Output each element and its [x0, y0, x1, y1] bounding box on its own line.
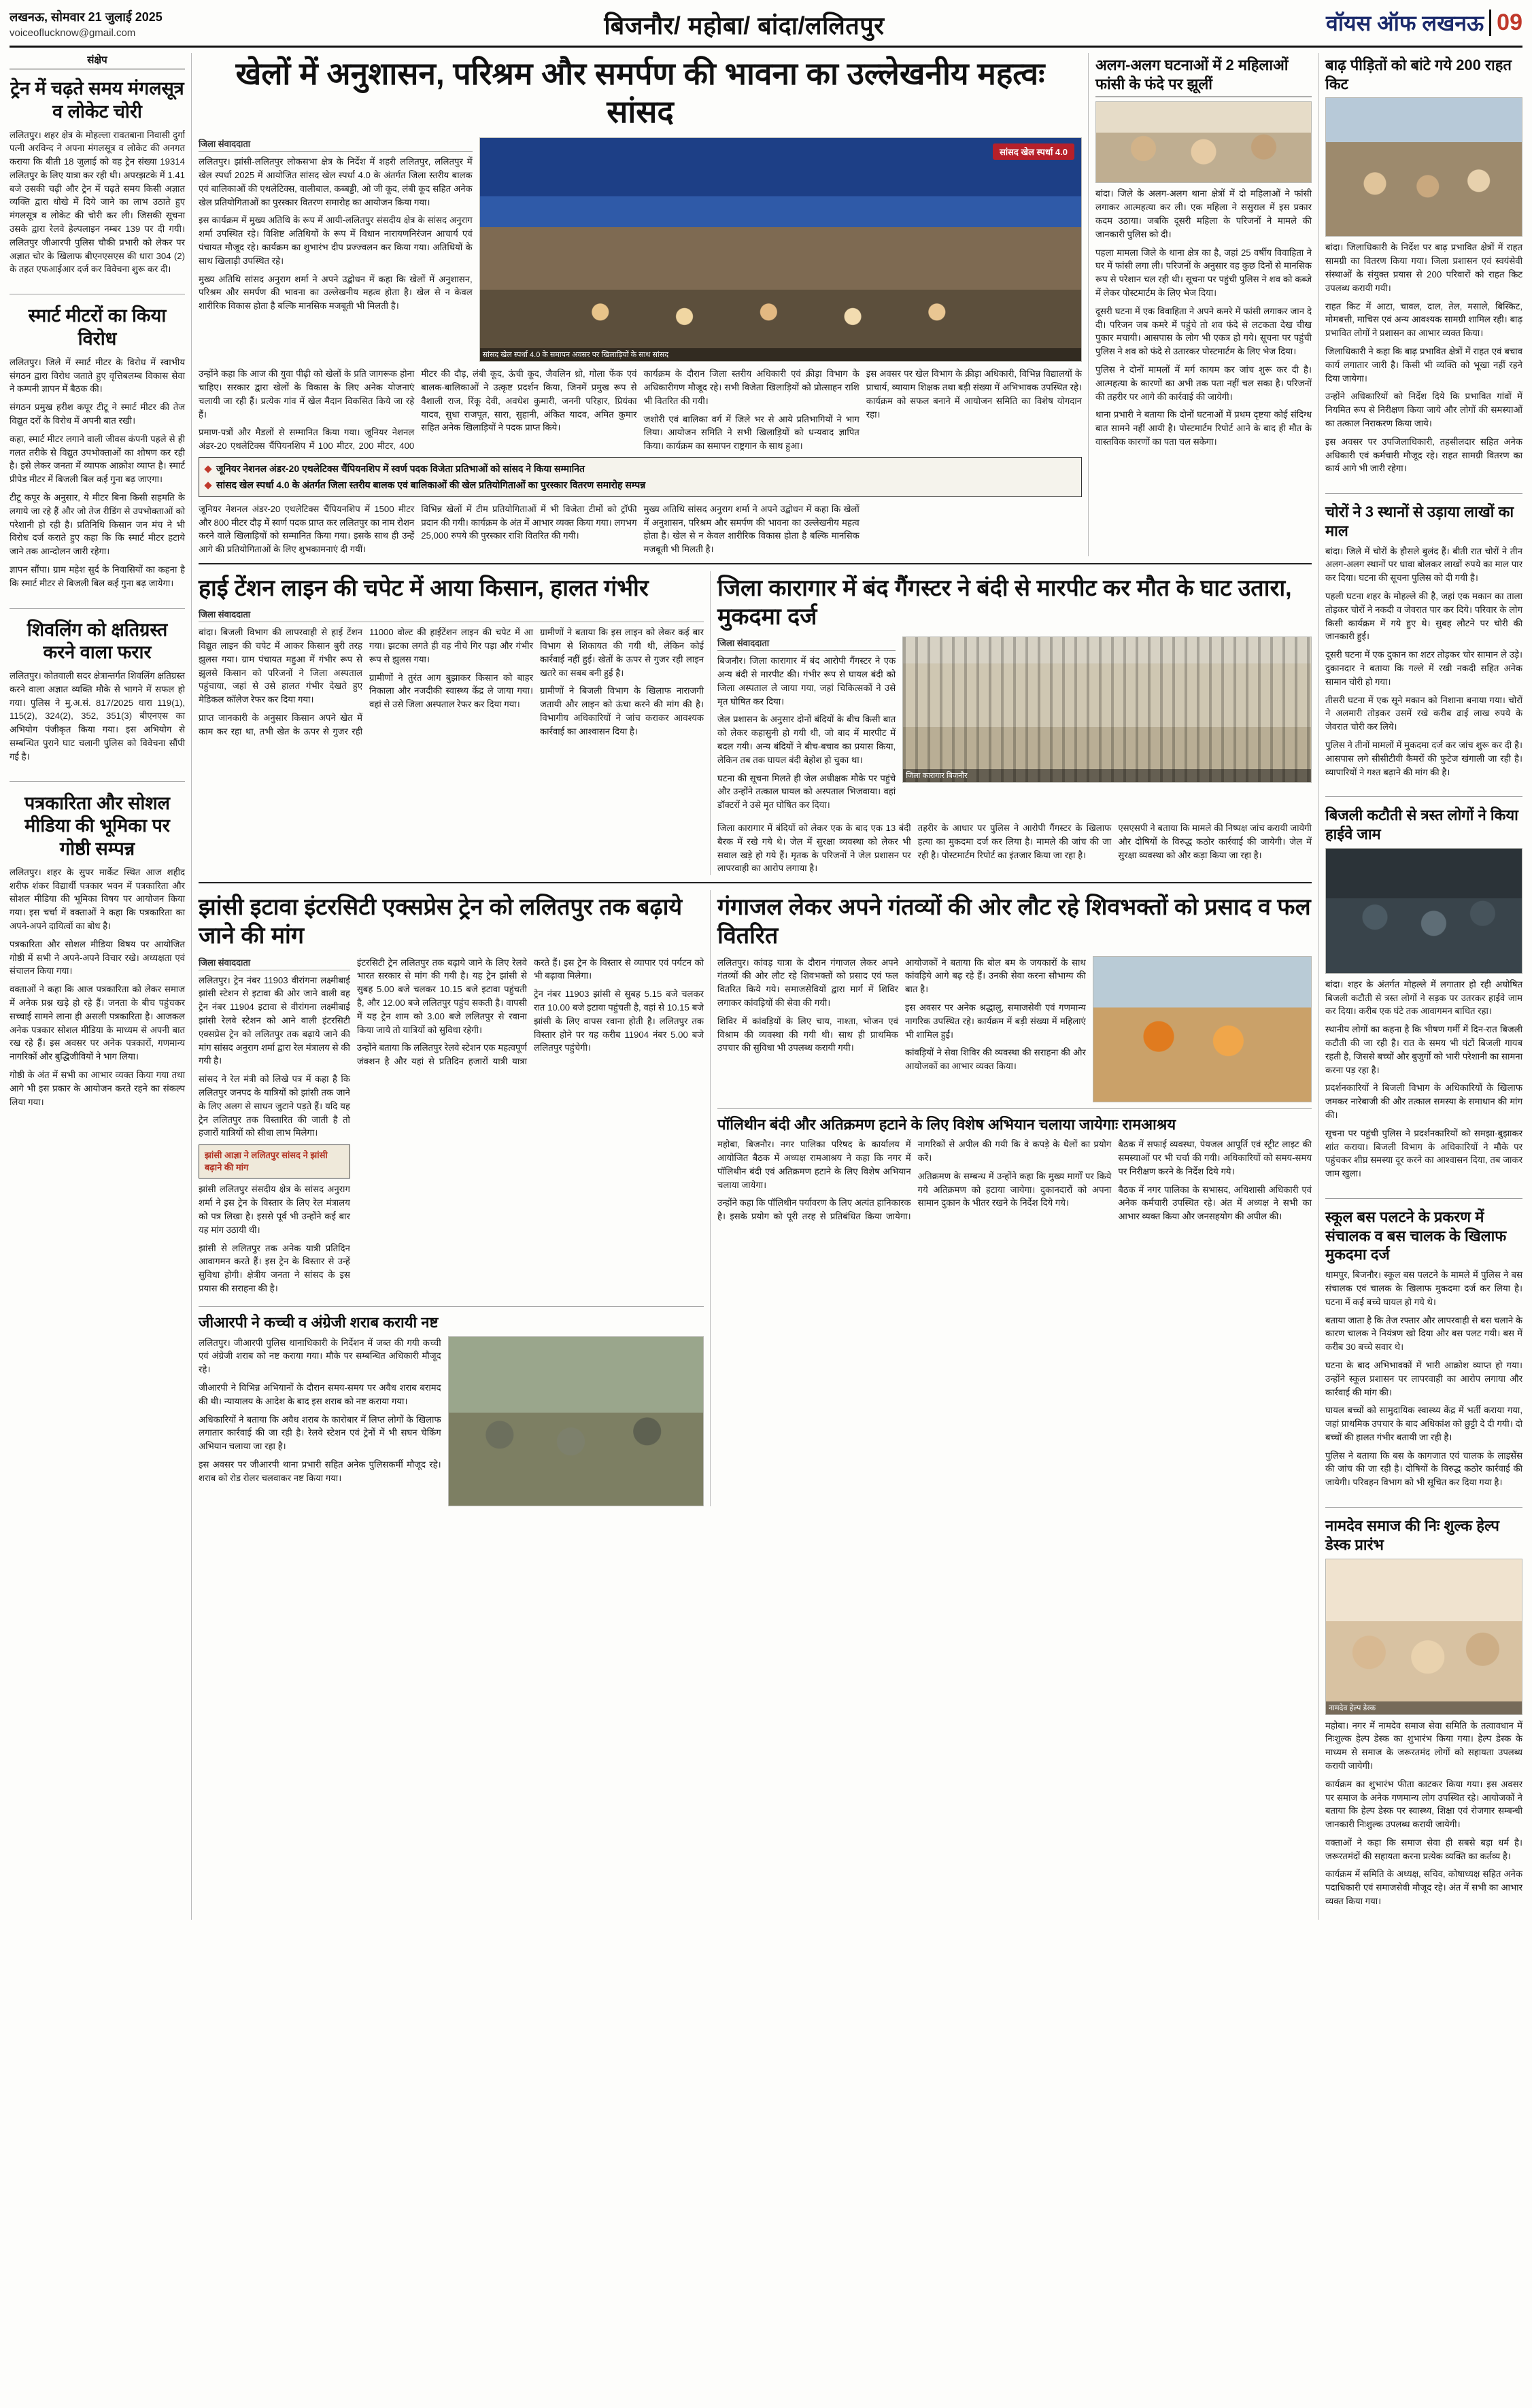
paragraph: उन्होंने कहा कि आज की युवा पीढ़ी को खेलों के प्रति जागरूक होना चाहिए। सरकार द्वारा खेलों के विकास के लिए अनेक योजनाएं चलायी जा रही हैं। प्रत्येक गांव में खेल मैदान विकसित किये जा रहे हैं। [199, 369, 415, 420]
paragraph: घायल बच्चों को सामुदायिक स्वास्थ्य केंद्र में भर्ती कराया गया, जहां प्राथमिक उपचार के बाद अधिकांश को छुट्टी दे दी गयी। दो बच्चों की हालत गंभीर बतायी जा रही है। [1325, 1405, 1522, 1442]
paragraph: कार्यक्रम में समिति के अध्यक्ष, सचिव, कोषाध्यक्ष सहित अनेक पदाधिकारी एवं समाजसेवी मौजूद रहे। अंत में सभी का आभार व्यक्त किया गया। [1325, 1869, 1522, 1907]
paragraph: पुलिस ने बताया कि बस के कागजात एवं चालक के लाइसेंस की जांच की जा रही है। दोषियों के विरुद्ध कठोर कार्रवाई की जायेगी। परिवहन विभाग को भी सूचित कर दिया गया है। [1325, 1450, 1522, 1488]
paragraph: तहरीर के आधार पर पुलिस ने आरोपी गैंगस्टर के खिलाफ हत्या का मुकदमा दर्ज कर लिया है। मामले की जांच की जा रही है। पोस्टमार्टम रिपोर्ट का इंतजार किया जा रहा है। [917, 823, 1112, 860]
paragraph: कांवड़ियों ने सेवा शिविर की व्यवस्था की सराहना की और आयोजकों का आभार व्यक्त किया। [904, 1047, 1086, 1072]
headline: जिला कारागार में बंद गैंगस्टर ने बंदी से मारपीट कर मौत के घाट उतारा, मुकदमा दर्ज [717, 575, 1292, 630]
photo-caption: नामदेव हेल्प डेस्क [1326, 1701, 1522, 1714]
headline: अलग-अलग घटनाओं में 2 महिलाओं फांसी के फंदे पर झूलीं [1095, 56, 1312, 97]
paragraph: वक्ताओं ने कहा कि समाज सेवा ही सबसे बड़ा धर्म है। जरूरतमंदों की सहायता करना प्रत्येक व्यक्ति का कर्तव्य है। [1325, 1837, 1522, 1861]
paragraph: इस अवसर पर खेल विभाग के क्रीड़ा अधिकारी, विभिन्न विद्यालयों के प्राचार्य, व्यायाम शिक्षक तथा बड़ी संख्या में अभिभावक उपस्थित रहे। कार्यक्रम को सफल बनाने में आयोजन समिति का विशेष योगदान रहा। [866, 369, 1082, 420]
paragraph: उन्होंने अधिकारियों को निर्देश दिये कि प्रभावित गांवों में नियमित रूप से निरीक्षण किया जाये और लोगों की समस्याओं का तत्काल निराकरण किया जाये। [1325, 391, 1522, 428]
paragraph: जीआरपी ने विभिन्न अभियानों के दौरान समय-समय पर अवैध शराब बरामद की थी। न्यायालय के आदेश के बाद इस शराब को नष्ट कराया गया। [199, 1382, 441, 1406]
column-middle [199, 53, 1312, 1920]
paragraph: कार्यक्रम का शुभारंभ फीता काटकर किया गया। इस अवसर पर समाज के अनेक गणमान्य लोग उपस्थित रहे। आयोजकों ने बताया कि हेल्प डेस्क पर स्वास्थ्य, शिक्षा एवं रोजगार सम्बन्धी जानकारी निःशुल्क उपलब्ध करायी जायेगी। [1325, 1778, 1522, 1830]
gangajal-photo-wrap [1093, 956, 1312, 1102]
paragraph: वक्ताओं ने कहा कि आज पत्रकारिता को लेकर समाज में अनेक प्रश्न खड़े हो रहे हैं। जनता के बीच पहुंचकर सच्चाई सामने लाना ही असली पत्रकारिता है। आजकल अनेक पत्रकार सोशल मीडिया के माध्यम से अपनी बात रख रहे हैं। इस अवसर पर अनेक पत्रकारों, गणमान्य नागरिकों और बुद्धिजीवियों ने भाग लिया। [10, 984, 185, 1062]
article-body [1325, 1719, 1522, 1908]
highlight-box [199, 457, 1082, 497]
article-body [717, 956, 1086, 1073]
paragraph: पत्रकारिता और सोशल मीडिया विषय पर आयोजित गोष्ठी में सभी ने अपने-अपने विचार रखे। अध्यक्षता एवं संचालन किया गया। [10, 938, 185, 977]
headline: बिजली कटौती से त्रस्त लोगों ने किया हाईवे जाम [1325, 807, 1518, 843]
paragraph: प्राप्त जानकारी के अनुसार किसान अपने खेत में काम कर रहा था, तभी खेत के ऊपर से गुजर रही 11000 वोल्ट की हाईटेंशन लाइन की चपेट में आ गया। झटका लगते ही वह नीचे गिर पड़ा और गंभीर रूप से झुलस गया। [199, 627, 533, 736]
divider [199, 882, 1312, 883]
paragraph: संगठन प्रमुख हरीश कपूर टीटू ने स्मार्ट मीटर की तेज विद्युत दरों के विरोध में अपनी बात रखी। [10, 402, 185, 426]
paragraph: ललितपुर। जिले में स्मार्ट मीटर के विरोध में स्वाभीय संगठन द्वारा विरोध जताते हुए वृत्तिबलम्ब विकास सेवा ने कम्पनी ज्ञापन में बैठक की। [10, 356, 185, 394]
event-banner: सांसद खेल स्पर्धा 4.0 [993, 143, 1074, 160]
main-story-body [199, 367, 1082, 453]
brand-name: वॉयस ऑफ लखनऊ [1325, 11, 1484, 35]
paragraph: जेल प्रशासन के अनुसार दोनों बंदियों के बीच किसी बात को लेकर कहासुनी हो गयी थी, जो बाद में मारपीट में बदल गयी। अन्य बंदियों ने बीच-बचाव का प्रयास किया, लेकिन तब तक घायल बंदी बेहोश हो चुका था। [717, 714, 896, 765]
paragraph: ग्रामीणों ने तुरंत आग बुझाकर किसान को बाहर निकाला और नजदीकी स्वास्थ्य केंद्र ले जाया गया। वहां से उसे जिला अस्पताल रेफर कर दिया गया। [369, 672, 533, 710]
article-body [1325, 1268, 1522, 1489]
paragraph: जूनियर नेशनल अंडर-20 एथलेटिक्स चैंपियनशिप में 1500 मीटर और 800 मीटर दौड़ में स्वर्ण पदक प्राप्त कर ललितपुर का नाम रोशन करने वाले खिलाड़ियों को सम्मानित किया गया। इसके साथ ही उन्हें आगे की प्रतियोगिताओं के लिए शुभकामनाएं दी गयीं। [199, 503, 415, 555]
article-body [717, 654, 896, 812]
train-body-col [357, 956, 704, 1300]
jail-top [717, 637, 1312, 817]
headline: हाई टेंशन लाइन की चपेट में आया किसान, हालत गंभीर [199, 575, 649, 601]
paragraph: सांसद ने रेल मंत्री को लिखे पत्र में कहा है कि ललितपुर जनपद के यात्रियों को झांसी तक जाने के लिए अलग से साधन जुटाने पड़ते हैं। यदि यह ट्रेन ललितपुर तक विस्तारित की जाती है तो हजारों यात्रियों को सीधा लाभ मिलेगा। [199, 1074, 350, 1138]
article-body-3 [357, 956, 704, 1068]
article-body [1095, 187, 1312, 448]
article-body [199, 626, 704, 738]
paragraph: ललितपुर। जीआरपी पुलिस थानाधिकारी के निर्देशन में जब्त की गयी कच्ची एवं अंग्रेजी शराब को नष्ट कराया गया। मौके पर सम्बन्धित अधिकारी मौजूद रहे। [199, 1337, 441, 1375]
divider [10, 608, 185, 609]
headline: शिवलिंग को क्षतिग्रस्त करने वाला फरार [27, 619, 168, 663]
article-body [10, 129, 185, 277]
divider [199, 563, 1312, 564]
paragraph: ट्रेन नंबर 11903 झांसी से सुबह 5.15 बजे चलकर रात 10.00 बजे इटावा पहुंचती है, वहां से 10.15 बजे झांसी के लिए वापस रवाना होती है। ललितपुर तक विस्तार होने पर यह करीब 11904 नंबर 5.00 बजे ललितपुर पहुंचेगी। [533, 989, 704, 1053]
paragraph: अधिकारियों ने बताया कि अवैध शराब के कारोबार में लिप्त लोगों के खिलाफ लगातार कार्रवाई की जा रही है। रेलवे स्टेशन एवं ट्रेनों में भी सघन चेकिंग अभियान चलाया जा रहा है। [199, 1414, 441, 1452]
paragraph: बांदा। बिजली विभाग की लापरवाही से हाई टेंशन विद्युत लाइन की चपेट में आकर किसान बुरी तरह झुलस गया। ग्राम पंचायत महुआ में गंभीर रूप से झुलसे किसान को परिजनों ने जिला अस्पताल पहुंचाया, जहां से उसे हालत गंभीर देखते हुए मेडिकल कॉलेज रेफर कर दिया गया। [199, 627, 362, 705]
headline: चोरों ने 3 स्थानों से उड़ाया लाखों का माल [1325, 503, 1514, 539]
gangajal-cols [717, 956, 1312, 1102]
paragraph: टीटू कपूर के अनुसार, ये मीटर बिना किसी सहमति के लगाये जा रहे हैं और जो तेज रीडिंग से उपभोक्ताओं को परेशानी हो रही है। प्रतिनिधि किसान जन मंच ने भी विरोध दर्ज कराते हुए कहा कि कि स्मार्ट मीटर हटाये जाने तक आन्दोलन जारी रहेगा। [10, 492, 185, 557]
article-namdev-help-desk [1325, 1514, 1522, 1913]
edition-title: बिजनौर/ महोबा/ बांदा/ललितपुर [604, 12, 885, 39]
bottom-right-stack [717, 890, 1312, 1506]
article-body [199, 974, 350, 1140]
paragraph: झांसी ललितपुर संसदीय क्षेत्र के सांसद अनुराग शर्मा ने इस ट्रेन के विस्तार के लिए रेल मंत्रालय को पत्र लिखा है। इससे पूर्व भी उन्होंने कई बार यह मांग उठायी थी। [199, 1184, 350, 1235]
liquor-photo-wrap [448, 1336, 704, 1506]
main-story-photo-wrap [479, 137, 1082, 362]
paragraph: ललितपुर। झांसी-ललितपुर लोकसभा क्षेत्र के निर्देश में शहरी ललितपुर, ललितपुर में खेल स्पर्धा 2025 में आयोजित सांसद खेल स्पर्धा 4.0 के अंतर्गत जिला स्तरीय बालक एवं बालिकाओं की एथलेटिक्स, वालीबाल, कब्बड्डी, ओ जी कूद, लंबी कूद सहित अनेक खेल प्रतियोगिताओं का पुरस्कार वितरण समारोह का आयोजन किया गया। [199, 156, 473, 207]
article-photo [1325, 848, 1522, 974]
divider [1325, 1198, 1522, 1199]
article-photo [1093, 956, 1312, 1102]
paragraph: दूसरी घटना में एक दुकान का शटर तोड़कर चोर सामान ले उड़े। दुकानदार ने बताया कि गल्ले में रखी नकदी सहित अनेक सामान चोरी हो गया। [1325, 649, 1522, 687]
main-headline: खेलों में अनुशासन, परिश्रम और समर्पण की भावना का उल्लेखनीय महत्वः सांसद [235, 56, 1045, 130]
paragraph: ललितपुर। शहर के सुपर मार्केट स्थित आज शहीद शरीफ शंकर विद्यार्थी पत्रकार भवन में पत्रकारिता और सोशल मीडिया की भूमिका विषय पर आयोजन किया गया। इस चर्चा में वक्ताओं ने कहा कि पत्रकारिता का अपने-अपने दायित्वों का बोध है। [10, 866, 185, 932]
train-lead-col [199, 956, 350, 1300]
article-photo [1095, 101, 1312, 183]
paragraph: महोबा, बिजनौर। नगर पालिका परिषद के कार्यालय में आयोजित बैठक में अध्यक्ष रामआश्रय ने कहा कि नगर में पॉलिथीन बंदी एवं अतिक्रमण हटाने के लिए विशेष अभियान चलाया जायेगा। [717, 1139, 911, 1190]
article-body [10, 866, 185, 1109]
headline: ट्रेन में चढ़ते समय मंगलसूत्र व लोकेट चोरी [10, 78, 184, 122]
paragraph: कार्यक्रम के दौरान जिला स्तरीय अधिकारी एवं क्रीड़ा विभाग के अधिकारीगण मौजूद रहे। सभी विजेता खिलाड़ियों को प्रोत्साहन राशि भी वितरित की गयी। [643, 369, 859, 406]
contact-email: voiceoflucknow@gmail.com [10, 27, 136, 39]
main-story-lead-col [199, 137, 473, 362]
paragraph: पहला मामला जिले के थाना क्षेत्र का है, जहां 25 वर्षीय विवाहिता ने घर में फांसी लगा ली। परिजनों के अनुसार वह कुछ दिनों से मानसिक रूप से परेशान चल रही थी। सूचना पर पहुंची पुलिस ने शव को कब्जे में लेकर पोस्टमार्टम के लिए भेज दिया। [1095, 247, 1312, 299]
headline: झांसी इटावा इंटरसिटी एक्सप्रेस ट्रेन को ललितपुर तक बढ़ाये जाने की मांग [199, 894, 683, 949]
page-grid [10, 53, 1522, 1920]
masthead-right [1326, 7, 1522, 37]
article-body [10, 356, 185, 590]
paragraph: इंटरसिटी ट्रेन ललितपुर तक बढ़ाये जाने के लिए रेलवे भारत सरकार से मांग की गयी है। यह ट्रेन झांसी से सुबह 5.00 बजे चलकर 10.15 बजे इटावा पहुंचती है, और 12.00 बजे ललितपुर पहुंच सकती है। वापसी में यह ट्रेन शाम को 3.00 बजे ललितपुर से रवाना किया जाये तो यात्रियों को सुविधा रहेगी। [356, 957, 527, 1035]
main-story [199, 53, 1089, 556]
article-gangajal [717, 893, 1312, 1102]
highlight-item: जूनियर नेशनल अंडर-20 एथलेटिक्स चैंपियनशिप में स्वर्ण पदक विजेता प्रतिभाओं को सांसद ने किया सम्मानित [205, 462, 1075, 475]
top-band [199, 53, 1312, 556]
paragraph: अतिक्रमण के सम्बन्ध में उन्होंने कहा कि मुख्य मार्गों पर किये गये अतिक्रमण को हटाया जायेगा। दुकानदारों को अपना सामान दुकान के भीतर रखने के निर्देश दिये गये। [917, 1170, 1112, 1208]
byline: जिला संवाददाता [199, 608, 704, 622]
divider [1325, 493, 1522, 494]
article-body [1325, 545, 1522, 779]
masthead-left [10, 7, 163, 41]
paragraph: बांदा। जिलाधिकारी के निर्देश पर बाढ़ प्रभावित क्षेत्रों में राहत सामग्री का वितरण किया गया। जिला प्रशासन एवं स्वयंसेवी संस्थाओं के संयुक्त प्रयास से 200 परिवारों को राहत किट उपलब्ध करायी गयी। [1325, 242, 1522, 293]
byline: जिला संवाददाता [717, 637, 896, 651]
article-body-2 [199, 1183, 350, 1295]
paragraph: बैठक में सफाई व्यवस्था, पेयजल आपूर्ति एवं स्ट्रीट लाइट की समस्याओं पर भी चर्चा की गयी। अधिकारियों को समय-समय पर निरीक्षण करने के निर्देश दिये गये। [1118, 1139, 1312, 1176]
paragraph: घटना के बाद अभिभावकों में भारी आक्रोश व्याप्त हो गया। उन्होंने स्कूल प्रशासन पर लापरवाही का आरोप लगाया और कार्रवाई की मांग की। [1325, 1359, 1522, 1397]
article-body-continued [717, 821, 1312, 875]
paragraph: प्रदर्शनकारियों ने बिजली विभाग के अधिकारियों के खिलाफ जमकर नारेबाजी की और तत्काल समस्या के समाधान की मांग की। [1325, 1083, 1522, 1120]
article-liquor-destroyed [199, 1313, 704, 1506]
paragraph: पुलिस ने तीनों मामलों में मुकदमा दर्ज कर जांच शुरू कर दी है। आसपास लगे सीसीटीवी कैमरों की फुटेज खंगाली जा रही है। व्यापारियों ने गश्त बढ़ाने की मांग की है। [1325, 739, 1522, 777]
paragraph: इस अवसर पर जीआरपी थाना प्रभारी सहित अनेक पुलिसकर्मी मौजूद रहे। शराब को रोड रोलर चलवाकर नष्ट किया गया। [199, 1459, 441, 1483]
article-theft-three-places [1325, 500, 1522, 783]
inset-note-text: झांसी आज्ञा ने ललितपुर सांसद ने झांसी बढ़ाने की मांग [205, 1150, 328, 1173]
paragraph: उन्होंने बताया कि ललितपुर रेलवे स्टेशन एक महत्वपूर्ण जंक्शन है और यहां से प्रतिदिन हजारों यात्री यात्रा करते हैं। इस ट्रेन के विस्तार से व्यापार एवं पर्यटन को भी बढ़ावा मिलेगा। [356, 957, 704, 1067]
jail-lead-col [717, 637, 896, 817]
page-number: 09 [1489, 10, 1522, 36]
photo-caption: जिला कारागार बिजनौर [903, 769, 1311, 782]
paragraph: राहत किट में आटा, चावल, दाल, तेल, मसाले, बिस्किट, मोमबत्ती, माचिस एवं अन्य आवश्यक सामग्री शामिल रही। बाढ़ प्रभावित लोगों ने प्रशासन का आभार व्यक्त किया। [1325, 301, 1522, 339]
train-cols [199, 956, 704, 1300]
paragraph: जिलाधिकारी ने कहा कि बाढ़ प्रभावित क्षेत्रों में राहत एवं बचाव कार्य लगातार जारी है। किसी भी व्यक्ति को भूखा नहीं रहने दिया जायेगा। [1325, 346, 1522, 384]
paragraph: कहा, स्मार्ट मीटर लगाने वाली जीवस कंपनी पहले से ही गलत तरीके से विद्युत उपभोक्ताओं का शोषण कर रही है। इसे लेकर जनता में व्यापक आक्रोश व्याप्त है। स्मार्ट प्रीपेड मीटर में बिजली बिल कई गुना बढ़ जाएगा। [10, 433, 185, 485]
article-two-women-suicide [1095, 53, 1312, 556]
article-jail-murder [717, 571, 1312, 875]
paragraph: विभिन्न खेलों में टीम प्रतियोगिताओं में भी विजेता टीमों को ट्रॉफी प्रदान की गयी। कार्यक्रम के अंत में आभार व्यक्त किया गया। लगभग 25,000 रुपये की पुरस्कार राशि वितरित की गयी। [421, 503, 637, 541]
paragraph: बांदा। शहर के अंतर्गत मोहल्ले में लगातार हो रही अघोषित बिजली कटौती से त्रस्त लोगों ने सड़क पर उतरकर हाईवे जाम कर दिया। करीब एक घंटे तक आवागमन बाधित रहा। [1325, 979, 1522, 1017]
column-left [10, 53, 192, 1920]
article-photo [1325, 1559, 1522, 1715]
paragraph: ग्रामीणों ने बताया कि इस लाइन को लेकर कई बार विभाग से शिकायत की गयी थी, लेकिन कोई कार्रवाई नहीं हुई। खेतों के ऊपर से गुजर रही लाइन खतरे का सबब बनी हुई है। [540, 627, 704, 678]
article-journalism-seminar [10, 788, 185, 1114]
main-story-body-continued [199, 503, 1082, 556]
article-intercity-train [199, 890, 711, 1506]
liquor-cols [199, 1336, 704, 1506]
masthead [10, 7, 1522, 48]
bottom-band [199, 890, 1312, 1506]
section-kicker: संक्षेप [10, 53, 185, 69]
article-flood-relief [1325, 53, 1522, 480]
highlight-item: सांसद खेल स्पर्धा 4.0 के अंतर्गत जिला स्तरीय बालक एवं बालिकाओं की खेल प्रतियोगिताओं का पुरस्कार वितरण समारोह सम्पन्न [205, 479, 1075, 492]
paragraph: झांसी से ललितपुर तक अनेक यात्री प्रतिदिन आवागमन करते हैं। इस ट्रेन के विस्तार से उन्हें सुविधा होगी। क्षेत्रीय जनता ने सांसद के इस प्रयास की सराहना की है। [199, 1242, 350, 1294]
article-body [717, 1138, 1312, 1223]
paragraph: घटना की सूचना मिलते ही जेल अधीक्षक मौके पर पहुंचे और उन्होंने तत्काल घायल को अस्पताल भिजवाया। वहां डॉक्टरों ने उसे मृत घोषित कर दिया। [717, 773, 896, 811]
paragraph: सूचना पर पहुंची पुलिस ने प्रदर्शनकारियों को समझा-बुझाकर शांत कराया। बिजली विभाग के अधिकारियों ने मौके पर पहुंचकर शीघ्र समस्या दूर करने का आश्वासन दिया, तब जाकर जाम खुला। [1325, 1127, 1522, 1179]
article-body [1325, 978, 1522, 1181]
paragraph: इस कार्यक्रम में मुख्य अतिथि के रूप में आयी-ललितपुर संसदीय क्षेत्र के सांसद अनुराग शर्मा उपस्थित रहे। विशिष्ट अतिथियों के रूप में विधान नारायणनिरंजन आचार्य एवं पंचायत मौजूद रहे। कार्यक्रम का शुभारंभ दीप प्रज्ज्वलन कर किया गया। अतिथियों के साथ खिलाड़ी उपस्थित रहे। [199, 215, 473, 266]
article-photo [448, 1336, 704, 1506]
paragraph: गोष्ठी के अंत में सभी का आभार व्यक्त किया गया तथा आगे भी इस प्रकार के आयोजन करते रहने का संकल्प लिया गया। [10, 1070, 185, 1107]
divider [717, 1108, 1312, 1109]
article-ht-line [199, 571, 711, 875]
paragraph: जिला कारागार में बंदियों को लेकर एक के बाद एक 13 बंदी बैरक में रखे गये थे। जेल में सुरक्षा व्यवस्था को लेकर भी सवाल खड़े हो गये हैं। मृतक के परिजनों ने जेल प्रशासन पर लापरवाही का आरोप लगाया है। [717, 823, 911, 874]
paragraph: ललितपुर। कोतवाली सदर क्षेत्रान्तर्गत शिवलिंग क्षतिग्रस्त करने वाला अज्ञात व्यक्ति मौके से भागने में सफल हो गया। पुलिस ने मु.अ.सं. 817/2025 धारा 119(1), 115(2), 324(2), 352, 351(3) बीएनएस का अभियोग पंजीकृत किया गया। इस अभियोग से सम्बन्धित पुराने घाट चलानी पुलिस को विवेचना सौंपी गई है। [10, 671, 185, 762]
paragraph: बिजनौर। जिला कारागार में बंद आरोपी गैंगस्टर ने एक अन्य बंदी से मारपीट की। गंभीर रूप से घायल बंदी को जिला अस्पताल ले जाया गया, जहां चिकित्सकों ने उसे मृत घोषित कर दिया। [717, 656, 896, 707]
paragraph: थाना प्रभारी ने बताया कि दोनों घटनाओं में प्रथम दृष्टया कोई संदिग्ध बात सामने नहीं आयी है। पोस्टमार्टम रिपोर्ट आने के बाद ही मौत के वास्तविक कारणों का पता चल सकेगा। [1095, 409, 1312, 447]
paragraph: ग्रामीणों ने बिजली विभाग के खिलाफ नाराजगी जतायी और लाइन को ऊंचा करने की मांग की है। विभागीय अधिकारियों ने जांच कराकर आवश्यक कार्रवाई का आश्वासन दिया है। [540, 685, 704, 736]
main-story-top [199, 137, 1082, 362]
divider [10, 781, 185, 782]
paragraph: ललितपुर। ट्रेन नंबर 11903 वीरांगना लक्ष्मीबाई झांसी स्टेशन से इटावा की ओर जाने वाली वह ट्रेन नंबर 11904 इटावा से वीरांगना लक्ष्मीबाई झांसी रेलवे स्टेशन को आने वाली इंटरसिटी एक्सप्रेस ट्रेन को ललितपुर तक बढ़ाये जाने की मांग सांसद अनुराग शर्मा द्वारा रेल मंत्रालय से की गयी है। [199, 974, 350, 1066]
headline: जीआरपी ने कच्ची व अंग्रेजी शराब करायी नष्ट [199, 1313, 439, 1331]
headline: स्मार्ट मीटरों का किया विरोध [28, 305, 167, 350]
headline: पॉलिथीन बंदी और अतिक्रमण हटाने के लिए विशेष अभियान चलाया जायेगाः रामआश्रय [717, 1115, 1176, 1133]
article-shivling [10, 615, 185, 768]
paragraph: मुख्य अतिथि सांसद अनुराग शर्मा ने अपने उद्बोधन में कहा कि खेलों में अनुशासन, परिश्रम और समर्पण की भावना का उल्लेखनीय महत्व होता है। खेल से न केवल शारीरिक विकास होता है बल्कि मानसिक मजबूती भी मिलती है। [199, 273, 473, 311]
headline: बाढ़ पीड़ितों को बांटे गये 200 राहत किट [1325, 56, 1512, 92]
paragraph: शिविर में कांवड़ियों के लिए चाय, नाश्ता, भोजन एवं विश्राम की व्यवस्था की गयी थी। साथ ही प्राथमिक उपचार की सुविधा भी उपलब्ध करायी गयी। [717, 1015, 898, 1053]
photo-caption: सांसद खेल स्पर्धा 4.0 के समापन अवसर पर खिलाड़ियों के साथ सांसद [480, 348, 1081, 361]
divider [1325, 796, 1522, 797]
article-photo [1325, 97, 1522, 237]
paragraph: जशोरी एवं बालिका वर्ग में जिले भर से आये प्रतिभागियों ने भाग लिया। आयोजन समिति ने सभी खिलाड़ियों को धन्यवाद ज्ञापित किया। कार्यक्रम का समापन राष्ट्रगान के साथ हुआ। [643, 413, 859, 452]
column-right [1318, 53, 1522, 1920]
article-polythene-ban [717, 1115, 1312, 1224]
byline: जिला संवाददाता [199, 956, 350, 970]
article-train-theft [10, 73, 185, 281]
article-photo [902, 637, 1312, 783]
divider [1325, 1507, 1522, 1508]
paragraph: तीसरी घटना में एक सूने मकान को निशाना बनाया गया। चोरों ने अलमारी तोड़कर उसमें रखे करीब ढाई लाख रुपये के जेवरात चोरी कर लिये। [1325, 694, 1522, 732]
divider [199, 1306, 704, 1307]
paragraph: ज्ञापन सौंपा। ग्राम महेश सुर्द के निवासियों का कहना है कि स्मार्ट मीटर से बिजली बिल कई गुना बढ़ जायेगा। [10, 564, 185, 588]
liquor-text-col [199, 1336, 441, 1506]
paragraph: पहली घटना शहर के मोहल्ले की है, जहां एक मकान का ताला तोड़कर चोरों ने नकदी व जेवरात पार कर दिये। परिवार के लोग किसी कार्यक्रम में गये हुए थे। सुबह लौटने पर चोरी की जानकारी हुई। [1325, 591, 1522, 642]
paragraph: ललितपुर। शहर क्षेत्र के मोहल्ला रावतबाना निवासी दुर्गा पत्नी अरविन्द ने अपना मंगलसूत्र व लोकेट की अनगत कराया कि बीती 18 जुलाई को वह ट्रेन संख्या 19314 ललितपुर के लिए यात्रा कर रही थी। अपरझटके में 1.41 बजे उसकी चढ़ी और ट्रेन में चढ़ते समय किसी अज्ञात व्यक्ति द्वारा धोखे में दिये जाने का लाभ उठाते हुए मंगलसूत्र व लोकेट की चोरी कर ली। जिसकी सूचना उसके द्वारा रेलवे हेल्पलाइन नम्बर 139 पर दी गयी। ललितपुर जीआरपी पुलिस चौकी प्रभारी को लेकर पर अज्ञात चोर के खिलाफ बीएनएसएस की धारा 304 (2) के तहत एफआईआर दर्ज कर विवेचना शुरू कर दी। [10, 129, 185, 275]
paragraph: एसएसपी ने बताया कि मामले की निष्पक्ष जांच करायी जायेगी और दोषियों के विरुद्ध कठोर कार्रवाई की जायेगी। जेल में सुरक्षा व्यवस्था को और कड़ा किया जा रहा है। [1118, 823, 1312, 860]
paragraph: मुख्य अतिथि सांसद अनुराग शर्मा ने अपने उद्बोधन में कहा कि खेलों में अनुशासन, परिश्रम और समर्पण की भावना का उल्लेखनीय महत्व होता है। खेल से न केवल शारीरिक विकास होता है बल्कि मानसिक मजबूती भी मिलती है। [643, 503, 859, 555]
article-school-bus-case [1325, 1205, 1522, 1494]
paragraph: इस अवसर पर उपजिलाधिकारी, तहसीलदार सहित अनेक अधिकारी एवं कर्मचारी मौजूद रहे। राहत सामग्री वितरण का कार्य आगे भी जारी रहेगा। [1325, 436, 1522, 474]
headline: पत्रकारिता और सोशल मीडिया की भूमिका पर गोष्ठी सम्पन्न [24, 792, 170, 860]
headline: गंगाजल लेकर अपने गंतव्यों की ओर लौट रहे शिवभक्तों को प्रसाद व फल वितरित [717, 894, 1311, 949]
paragraph: प्रमाण-पत्रों और मैडलों से सम्मानित किया गया। जूनियर नेशनल अंडर-20 एथलेटिक्स चैंपियनशिप में 100 मीटर, 200 मीटर, 400 मीटर की दौड़, लंबी कूद, ऊंची कूद, जैवलिन थ्रो, गोला फेंक एवं बालक-बालिकाओं ने उत्कृष्ट प्रदर्शन किया, जिनमें प्रमुख रूप से वैशाली राज, रिंकू देवी, अवधेश कुमारी, जननी परिहार, प्रियंका यादव, सुधा राजपूत, सारा, सुहानी, अंकित यादव, अमित कुमार सहित अनेक खिलाड़ियों ने पदक प्राप्त किये। [199, 369, 637, 452]
byline: जिला संवाददाता [199, 137, 473, 152]
paragraph: महोबा। नगर में नामदेव समाज सेवा समिति के तत्वावधान में निःशुल्क हेल्प डेस्क का शुभारंभ किया गया। हेल्प डेस्क के माध्यम से समाज के जरूरतमंद लोगों को सहायता उपलब्ध करायी जायेगी। [1325, 1720, 1522, 1771]
paragraph: बताया जाता है कि तेज रफ्तार और लापरवाही से बस चलाने के कारण चालक ने नियंत्रण खो दिया और बस पलट गयी। बस में करीब 30 बच्चे सवार थे। [1325, 1315, 1522, 1353]
paragraph: पुलिस ने दोनों मामलों में मर्ग कायम कर जांच शुरू कर दी है। आत्महत्या के कारणों का अभी तक पता नहीं चल सका है। परिजनों की तहरीर पर आगे की कार्रवाई की जायेगी। [1095, 364, 1312, 402]
inset-note [199, 1144, 350, 1178]
article-body [1325, 241, 1522, 475]
paragraph: आयोजकों ने बताया कि बोल बम के जयकारों के साथ कांवड़िये आगे बढ़ रहे हैं। उनकी सेवा करना सौभाग्य की बात है। [904, 957, 1086, 995]
headline: स्कूल बस पलटने के प्रकरण में संचालक व बस चालक के खिलाफ मुकदमा दर्ज [1325, 1208, 1507, 1264]
paragraph: दूसरी घटना में एक विवाहिता ने अपने कमरे में फांसी लगाकर जान दे दी। परिजन जब कमरे में पहुंचे तो शव फंदे से लटकता देख चीख पुकार मचायी। आसपास के लोग भी एकत्र हो गये। सूचना पर पहुंची पुलिस ने शव को फंदे से उतारकर पोस्टमार्टम के लिए भेज दिया। [1095, 305, 1312, 357]
article-body [199, 1336, 441, 1485]
paragraph: बांदा। जिले में चोरों के हौसले बुलंद हैं। बीती रात चोरों ने तीन अलग-अलग स्थानों पर धावा बोलकर लाखों रुपये का माल पार कर दिया। घटना की सूचना पुलिस को दी गयी है। [1325, 545, 1522, 583]
publication-date: लखनऊ, सोमवार 21 जुलाई 2025 [10, 10, 163, 24]
headline: नामदेव समाज की निः शुल्क हेल्प डेस्क प्रारंभ [1325, 1517, 1499, 1553]
article-smart-meter [10, 301, 185, 594]
paragraph: इस अवसर पर अनेक श्रद्धालु, समाजसेवी एवं गणमान्य नागरिक उपस्थित रहे। कार्यक्रम में बड़ी संख्या में महिलाएं भी शामिल हुईं। [904, 1002, 1086, 1040]
middle-band [199, 571, 1312, 875]
gangajal-text [717, 956, 1086, 1102]
paragraph: स्थानीय लोगों का कहना है कि भीषण गर्मी में दिन-रात बिजली कटौती की जा रही है। रात के समय भी घंटों बिजली गायब रहती है, जिससे बच्चों और बुजुर्गों को भारी परेशानी का सामना करना पड़ रहा है। [1325, 1024, 1522, 1075]
jail-photo-wrap [902, 637, 1312, 817]
paragraph: बांदा। जिले के अलग-अलग थाना क्षेत्रों में दो महिलाओं ने फांसी लगाकर आत्महत्या कर ली। एक महिला ने ससुराल में इस प्रकार कदम उठाया। जबकि दूसरी महिला के परिजनों ने मामले की जानकारी पुलिस को दी। [1095, 188, 1312, 239]
paragraph: उन्होंने कहा कि पॉलिथीन पर्यावरण के लिए अत्यंत हानिकारक है। इसके प्रयोग को पूरी तरह से प्रतिबंधित किया जायेगा। नागरिकों से अपील की गयी कि वे कपड़े के थैलों का प्रयोग करें। [717, 1139, 1112, 1222]
paragraph: बैठक में नगर पालिका के सभासद, अधिशासी अधिकारी एवं अनेक कर्मचारी उपस्थित रहे। अंत में अध्यक्ष ने सभी का आभार व्यक्त किया और जनसहयोग की अपील की। [1118, 1184, 1312, 1222]
paragraph: धामपुर, बिजनौर। स्कूल बस पलटने के मामले में पुलिस ने बस संचालक एवं चालक के खिलाफ मुकदमा दर्ज कर लिया है। घटना में कई बच्चे घायल हो गये थे। [1325, 1270, 1522, 1307]
article-power-cut-protest [1325, 803, 1522, 1185]
article-body [199, 155, 473, 313]
paragraph: ललितपुर। कांवड़ यात्रा के दौरान गंगाजल लेकर अपने गंतव्यों की ओर लौट रहे शिवभक्तों को प्रसाद एवं फल वितरित किये गये। समाजसेवियों द्वारा मार्ग में शिविर लगाकर कांवड़ियों की सेवा की गयी। [717, 957, 898, 1008]
article-body [10, 669, 185, 764]
main-story-photo [479, 137, 1082, 362]
